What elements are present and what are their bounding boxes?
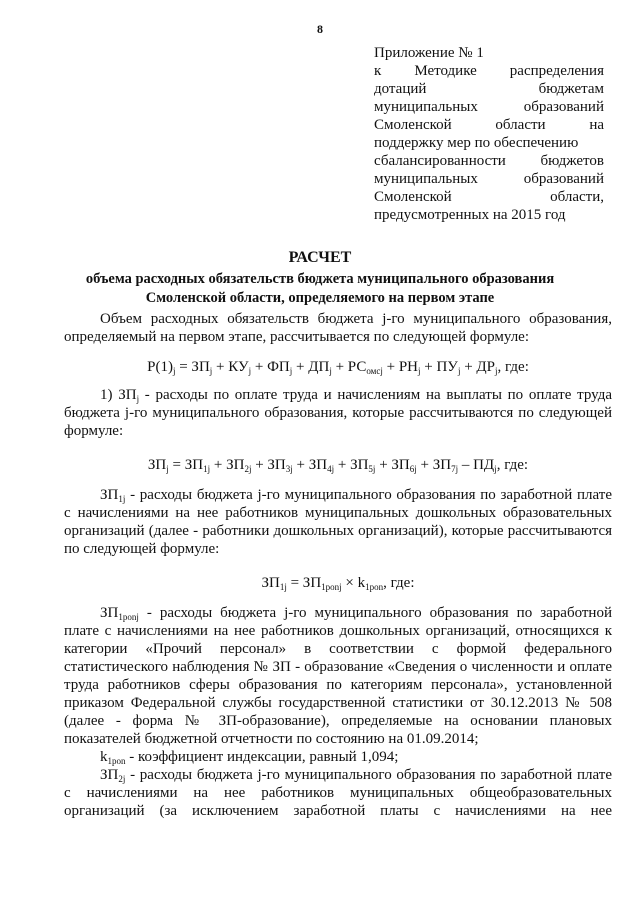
appendix-word: образований	[523, 99, 604, 115]
appendix-line	[374, 134, 604, 152]
zp1-paragraph: $ЗП_{1j}$ - расходы бюджета j-го муниципального образования по заработной плате с начислениями на нее работников муниципальных дошкольных образовательных организаций (далее - работники дошкольных организаций), которые рассчитываются по следующей формуле:	[64, 487, 612, 557]
appendix-word: области,	[550, 189, 604, 205]
k-paragraph: $k_{1pon}$ - коэффициент индексации, равный 1,094;	[100, 749, 399, 766]
appendix-line	[374, 152, 604, 170]
appendix-word: муниципальных	[374, 99, 478, 115]
appendix-word: дотаций	[374, 81, 427, 97]
document-title	[0, 248, 640, 308]
appendix-word: Смоленской	[374, 189, 452, 205]
appendix-line	[374, 170, 604, 188]
appendix-word: к	[374, 63, 382, 79]
title-main: РАСЧЕТ	[288, 249, 352, 266]
appendix-word: сбалансированности	[374, 153, 506, 169]
appendix-word: муниципальных	[374, 171, 478, 187]
zp2-paragraph: $ЗП_{2j}$ - расходы бюджета j-го муниципального образования по заработной плате с начислениями на нее работников муниципальных общеобразовательных организаций (за исключением заработной платы с начислениями на нее	[64, 767, 612, 819]
appendix-line	[374, 98, 604, 116]
appendix-word: поддержку мер по обеспечению	[374, 135, 579, 151]
title-subline-1: объема расходных обязательств бюджета муниципального образования	[85, 271, 555, 287]
document-body	[64, 310, 612, 820]
appendix-word: на	[589, 117, 604, 133]
appendix-line	[374, 62, 604, 80]
appendix-title	[374, 44, 604, 62]
appendix-line	[374, 80, 604, 98]
appendix-word: бюджетам	[538, 81, 604, 97]
appendix-word: распределения	[509, 63, 604, 79]
appendix-word: Смоленской	[374, 117, 452, 133]
appendix-word: Методике	[414, 63, 477, 79]
appendix-word: предусмотренных на 2015 год	[374, 207, 566, 223]
appendix-word: образований	[523, 171, 604, 187]
appendix-line	[374, 116, 604, 134]
title-subline-2: Смоленской области, определяемого на первом этапе	[145, 290, 495, 306]
appendix-block	[374, 44, 604, 224]
formula-total: $Р(1)_j = ЗП_j + КУ_j + ФП_j + ДП_j + РС_{омсj} + РН_j + ПУ_j + ДР_j$, где:	[147, 359, 529, 376]
formula-zp: $ЗП_j = ЗП_{1j} + ЗП_{2j} + ЗП_{3j} + ЗП_{4j} + ЗП_{5j} + ЗП_{6j} + ЗП_{7j} - ПД_j$, где:	[147, 457, 529, 474]
appendix-word: области	[495, 117, 546, 133]
page-number: 8	[317, 22, 323, 36]
appendix-word: бюджетов	[540, 153, 604, 169]
appendix-title-text: Приложение № 1	[374, 45, 484, 61]
intro-paragraph: Объем расходных обязательств бюджета j-го муниципального образования, определяемый на первом этапе, рассчитывается по следующей формуле:	[64, 311, 612, 345]
appendix-line	[374, 188, 604, 206]
item1-paragraph: 1) $ЗП_j$ - расходы по оплате труда и начислениям на выплаты по оплате труда бюджета j-го муниципального образования, которые рассчитываются по следующей формуле:	[64, 387, 613, 439]
formula-zp1: $ЗП_{1j} = ЗП_{1ponj} \times k_{1pon}$, где:	[261, 575, 415, 592]
appendix-line	[374, 206, 604, 224]
zp1pon-paragraph: $ЗП_{1ponj}$ - расходы бюджета j-го муниципального образования по заработной плате с начислениями на нее работников дошкольных организаций, относящихся к категории «Прочий персонал» в соответствии с формой федерального статистического наблюдения № ЗП - образование «Сведения о численности и оплате труда работников сферы образования по категориям персонала», установленной приказом Федеральной службы государственной статистики от 30.12.2013 № 508 (далее - форма № ЗП-образование), определяемые на основании плановых показателей бюджетной отчетности по состоянию на 01.09.2014;	[64, 605, 612, 747]
